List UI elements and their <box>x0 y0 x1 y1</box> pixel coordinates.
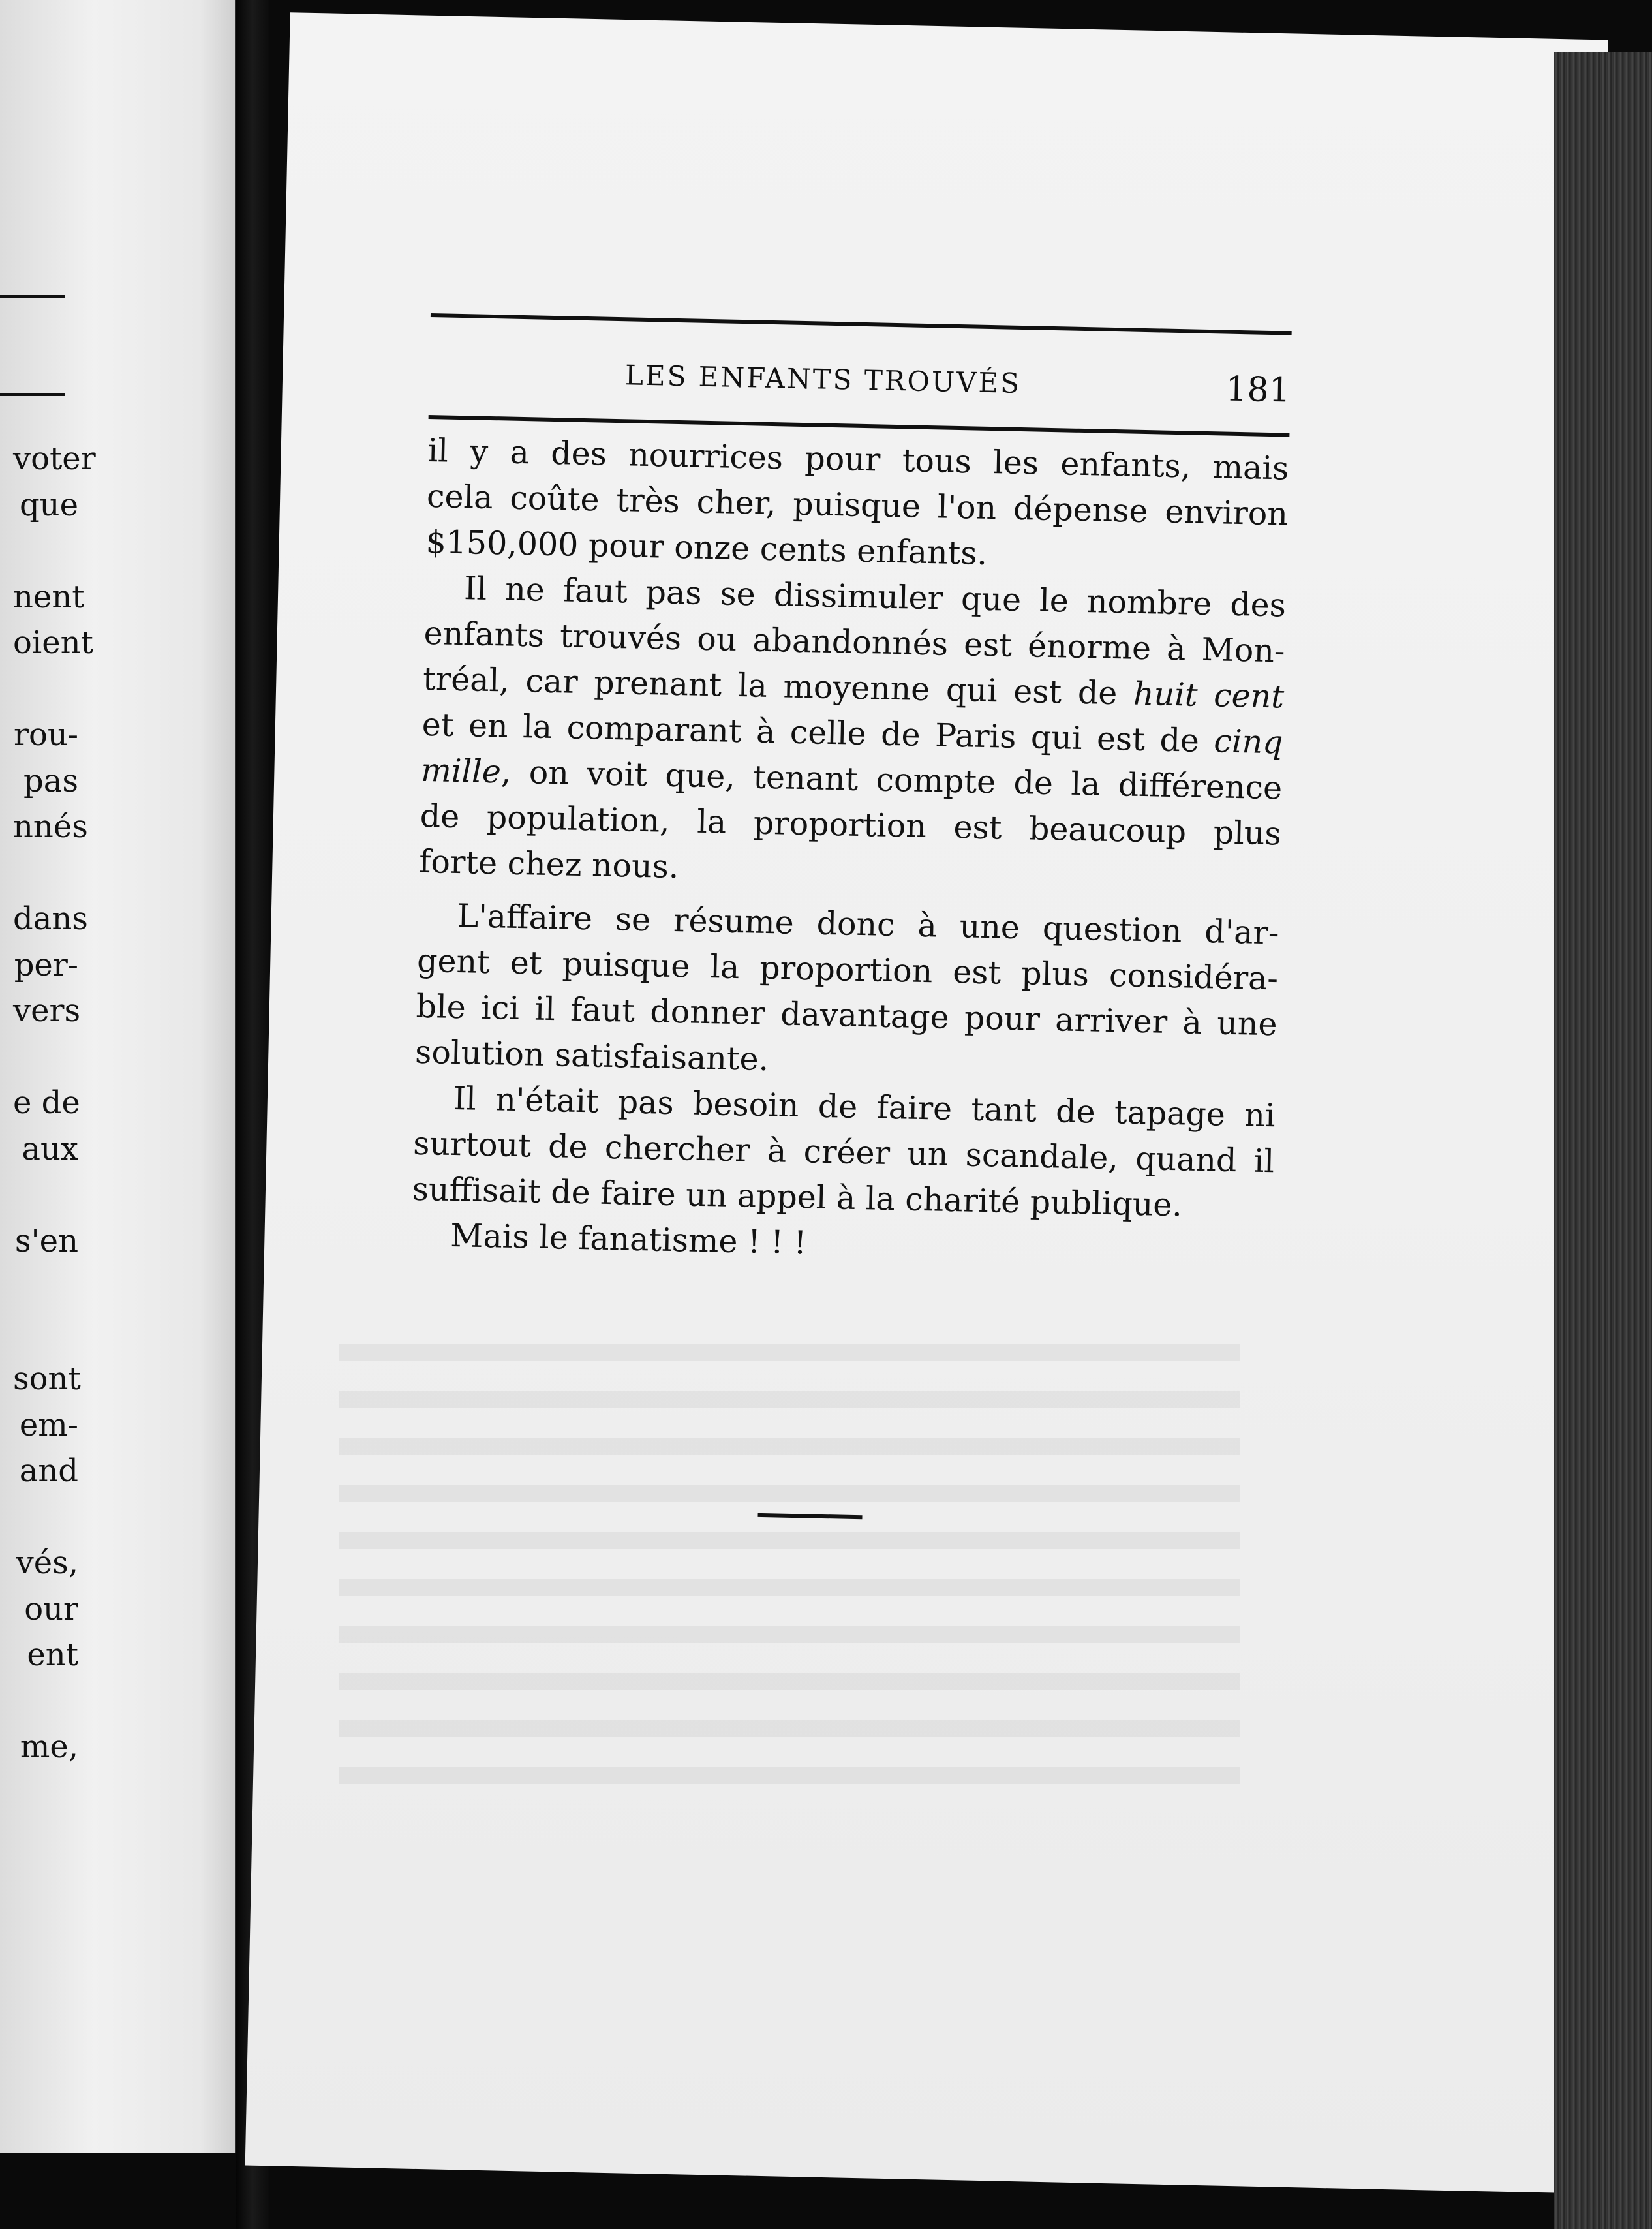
left-line <box>13 1494 235 1541</box>
left-line: rou- <box>14 716 78 753</box>
left-line <box>13 666 235 713</box>
text-line: ble ici il faut donner davantage pour arriver à une <box>416 987 1278 1043</box>
left-line: nent <box>13 578 85 615</box>
previous-page-text <box>13 436 235 1770</box>
left-page-rule-top <box>0 295 65 298</box>
page-block-edge <box>1554 52 1652 2229</box>
text-line: forte chez nous. <box>418 842 679 886</box>
text-line: solution satisfaisante. <box>414 1033 769 1079</box>
running-title: LES ENFANTS TROUVÉS <box>624 359 1022 399</box>
text-line: enfants trouvés ou abandonnés est énorme à Mon- <box>423 614 1286 670</box>
left-line: vés, <box>16 1545 78 1581</box>
left-line: voter <box>13 440 96 477</box>
text-line: $150,000 pour onze cents enfants. <box>425 523 988 572</box>
emphasis-mille: mille <box>420 751 502 791</box>
text-run: et en la comparant à celle de Paris qui est de <box>421 705 1215 760</box>
left-line: s'en <box>14 1222 78 1259</box>
text-line: suffisait de faire un appel à la charité publique. <box>412 1170 1183 1224</box>
left-line <box>13 528 235 574</box>
left-line: our <box>24 1590 78 1627</box>
previous-page <box>0 0 237 2153</box>
text-line: de population, la proportion est beaucoup plus <box>420 797 1282 853</box>
text-line: gent et puisque la proportion est plus considéra- <box>416 942 1279 998</box>
page-content <box>406 313 1292 1528</box>
text-line: L'affaire se résume donc à une question d'ar- <box>457 897 1279 952</box>
left-line: and <box>19 1453 78 1489</box>
text-line: Mais le fanatisme ! ! ! <box>450 1216 807 1262</box>
text-line: surtout de chercher à créer un scandale, quand il <box>412 1124 1275 1180</box>
text-line: Il ne faut pas se dissimuler que le nombre des <box>463 570 1287 624</box>
left-line: ent <box>27 1637 78 1673</box>
left-line: em- <box>19 1406 78 1443</box>
left-page-rule-bottom <box>0 393 65 396</box>
page-number: 181 <box>1225 369 1291 410</box>
left-line <box>13 1172 235 1218</box>
left-line <box>13 1264 235 1310</box>
emphasis-cinq: cinq <box>1213 722 1284 761</box>
left-line: que <box>19 486 78 523</box>
text-line: il y a des nourrices pour tous les enfants, mais <box>427 431 1289 487</box>
text-line: Il n'était pas besoin de faire tant de tapage ni <box>453 1079 1276 1135</box>
body-text <box>411 428 1289 1276</box>
left-line <box>13 850 235 897</box>
text-run: , on voit que, tenant compte de la différence <box>500 753 1283 807</box>
left-line: pas <box>23 762 78 799</box>
text-line: cela coûte très cher, puisque l'on dépense environ <box>426 477 1289 533</box>
left-line: vers <box>13 992 81 1029</box>
left-line: per- <box>14 946 78 983</box>
left-line: e de <box>13 1084 80 1121</box>
left-line: sont <box>13 1360 81 1397</box>
left-line <box>13 1034 235 1081</box>
left-line: aux <box>22 1130 78 1167</box>
left-line: oient <box>13 624 93 661</box>
emphasis-huit-cent: huit cent <box>1133 675 1285 716</box>
left-line: nnés <box>13 808 88 845</box>
left-line <box>13 1310 235 1357</box>
left-line: me, <box>20 1729 78 1765</box>
left-line <box>13 1678 235 1725</box>
running-head <box>429 317 1292 433</box>
left-line: dans <box>13 900 88 937</box>
text-run: tréal, car prenant la moyenne qui est de <box>422 660 1134 713</box>
